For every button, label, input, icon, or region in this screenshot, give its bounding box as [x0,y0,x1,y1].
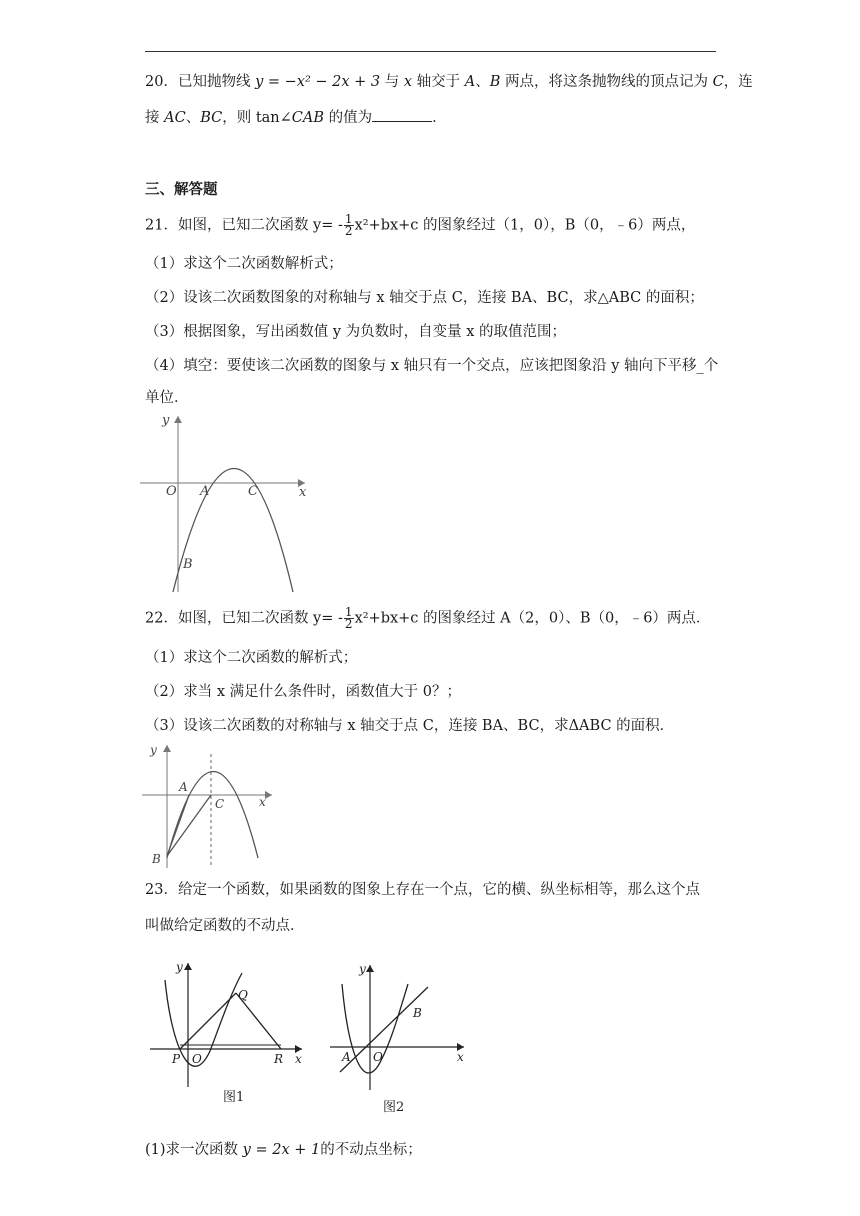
section-title: 三、解答题 [145,181,218,198]
q20-equation: y = −x² − 2x + 3 [255,74,381,90]
q20-line1 [145,72,753,92]
label-A: A [179,780,188,794]
label-C: C [248,484,258,499]
q23-figure-1 [150,955,310,1105]
figure-caption: 图2 [383,1100,405,1115]
q22-text: x²+bx+c 的图象经过 A（2，0）、B（0，﹣6）两点． [354,610,711,627]
label-P: P [172,1052,181,1066]
label-y: y [162,413,170,428]
q20-var: B [489,74,501,90]
label-x: x [259,795,266,809]
y-axis-arrow [184,963,192,970]
q22-part3: （3）设该二次函数的对称轴与 x 轴交于点 C，连接 BA、BC，求ΔABC 的面积． [145,718,675,734]
q20-text: ，连 [723,74,753,90]
q20-text: ． [432,110,447,126]
fraction-denominator: 2 [344,617,353,631]
label-O: O [192,1052,202,1066]
q22-part1: （1）求这个二次函数的解析式； [145,650,358,666]
q20-var: AC [164,110,186,126]
q20-text: 接 [145,110,165,126]
parabola [173,469,293,593]
fraction-numerator: 1 [344,605,353,619]
label-O: O [166,484,177,499]
q20-var: BC [200,110,223,126]
q21-part4: （4）填空：要使该二次函数的图象与 x 轴只有一个交点，应该把图象沿 y 轴向下平移_个 [145,358,719,374]
label-y: y [176,960,183,974]
answer-blank[interactable] [372,107,432,122]
fraction-denominator: 2 [344,224,353,238]
label-O: O [373,1050,383,1064]
q22-figure [142,740,282,870]
label-x: x [295,1052,302,1066]
label-C: C [215,797,225,811]
label-B: B [152,852,161,866]
q23-figure-2 [330,960,470,1115]
label-y: y [150,743,157,757]
label-A: A [200,484,210,499]
q20-var: x [403,74,413,90]
label-Q: Q [238,988,248,1002]
q23-part1 [145,1140,422,1160]
q20-var: C [712,74,724,90]
fraction-numerator: 1 [344,212,353,226]
q20-text: 的值为 [324,110,373,126]
q23-stem-line2: 叫做给定函数的不动点． [145,918,305,934]
y-axis-arrow [174,416,182,423]
q20-var: CAB [291,110,325,126]
label-B: B [183,557,193,572]
q21-part2: （2）设该二次函数图象的对称轴与 x 轴交于点 C，连接 BA、BC，求△ABC 的面积； [145,290,704,306]
q21-part4-cont: 单位． [145,390,189,406]
top-rule [145,51,716,52]
q23-stem-line1: 23．给定一个函数，如果函数的图象上存在一个点，它的横、纵坐标相等，那么这个点 [145,882,700,898]
x-axis-arrow [265,791,272,799]
label-y: y [359,962,366,976]
q20-line2 [145,107,447,128]
label-A: A [342,1050,351,1064]
q22-text: 22．如图，已知二次函数 y= - [145,610,343,627]
q22-part2: （2）求当 x 满足什么条件时，函数值大于 0？； [145,684,461,700]
segment-BA [167,795,189,856]
segment-BC [167,795,211,856]
q21-text: 21．如图，已知二次函数 y= - [145,217,343,234]
label-x: x [299,485,307,500]
q20-var: A [464,74,476,90]
q21-stem [145,214,695,237]
q20-text: 20．已知抛物线 [145,74,256,90]
fraction [344,607,354,630]
line [340,987,428,1072]
q21-figure [140,410,315,595]
q20-text: 与 [380,74,404,90]
q20-text: ，则 tan∠ [222,110,292,126]
q20-text: 、 [475,74,490,90]
label-x: x [457,1050,464,1064]
q21-part3: （3）根据图象，写出函数值 y 为负数时，自变量 x 的取值范围； [145,324,567,340]
q21-part1: （1）求这个二次函数解析式； [145,256,343,272]
y-axis-arrow [366,965,374,972]
q22-stem [145,607,710,630]
q20-text: 两点，将这条抛物线的顶点记为 [500,74,713,90]
q23-equation: y = 2x + 1 [242,1142,321,1158]
q23-text: (1)求一次函数 [145,1142,243,1158]
q23-text: 的不动点坐标； [320,1142,422,1158]
q20-text: 、 [185,110,201,126]
label-B: B [413,1006,422,1020]
y-axis-arrow [163,745,171,752]
figure-caption: 图1 [223,1090,245,1105]
label-R: R [274,1052,284,1066]
q20-text: 轴交于 [412,74,465,90]
q21-text: x²+bx+c 的图象经过（1，0），B（0，﹣6）两点， [354,217,696,234]
fraction [344,214,354,237]
